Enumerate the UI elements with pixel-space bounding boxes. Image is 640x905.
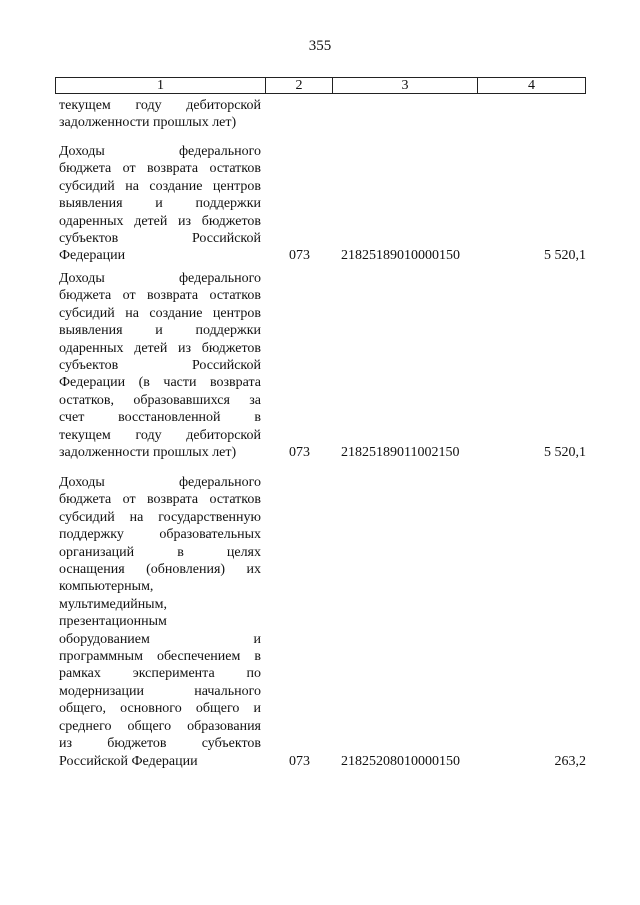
row-description [59, 143, 261, 265]
description-line: рамках эксперимента по [59, 666, 261, 682]
description-line: выявления и поддержки [59, 196, 261, 212]
row-description [59, 97, 261, 132]
description-line: бюджета от возврата остатков [59, 161, 261, 177]
description-line: модернизации начального [59, 683, 261, 699]
description-line: презентационным [59, 614, 167, 630]
description-line: субсидий на государственную [59, 509, 261, 525]
description-line: Российской Федерации [59, 753, 198, 769]
description-line: задолженности прошлых лет) [59, 115, 237, 131]
description-line: поддержку образовательных [59, 527, 261, 543]
header-col-3: 3 [333, 78, 478, 93]
table-header [55, 77, 586, 94]
description-line: задолженности прошлых лет) [59, 445, 237, 461]
description-line: одаренных детей из бюджетов [59, 213, 261, 229]
admin-code: 073 [289, 753, 310, 769]
description-line: Доходы федерального [59, 144, 261, 159]
table-row [59, 474, 586, 770]
description-line: оснащения (обновления) их [59, 562, 261, 578]
description-line: среднего общего образования [59, 718, 261, 734]
description-line: субсидий на создание центров [59, 305, 261, 321]
description-line: компьютерным, [59, 579, 154, 595]
description-line: бюджета от возврата остатков [59, 288, 261, 304]
description-line: субсидий на создание центров [59, 178, 261, 194]
page-number: 355 [308, 38, 332, 54]
amount: 5 520,1 [544, 445, 586, 461]
header-col-1: 1 [56, 78, 266, 93]
description-line: общего, основного общего и [59, 701, 261, 717]
description-line: Доходы федерального [59, 475, 261, 490]
revenue-code: 21825189011002150 [341, 445, 460, 461]
amount: 263,2 [554, 753, 586, 769]
description-line: текущем году дебиторской [59, 98, 261, 113]
admin-code: 073 [289, 248, 310, 264]
description-line: Доходы федерального [59, 271, 261, 286]
description-line: мультимедийным, [59, 596, 167, 612]
header-col-2: 2 [266, 78, 333, 93]
table-row [59, 143, 586, 265]
table-row [59, 97, 586, 132]
description-line: программным обеспечением в [59, 649, 261, 665]
row-description [59, 474, 261, 770]
description-line: выявления и поддержки [59, 323, 261, 339]
description-line: оборудованием и [59, 631, 261, 647]
description-line: из бюджетов субъектов [59, 736, 261, 752]
description-line: субъектов Российской [59, 358, 261, 374]
revenue-code: 21825208010000150 [341, 753, 460, 769]
description-line: организаций в целях [59, 544, 261, 560]
description-line: текущем году дебиторской [59, 427, 261, 443]
description-line: бюджета от возврата остатков [59, 492, 261, 508]
description-line: счет восстановленной в [59, 410, 261, 426]
description-line: Федерации (в части возврата [59, 375, 261, 391]
description-line: субъектов Российской [59, 231, 261, 247]
description-line: Федерации [59, 248, 126, 264]
revenue-code: 21825189010000150 [341, 248, 460, 264]
amount: 5 520,1 [544, 248, 586, 264]
table-row [59, 270, 586, 461]
admin-code: 073 [289, 445, 310, 461]
description-line: остатков, образовавшихся за [59, 392, 261, 408]
header-col-4: 4 [528, 78, 535, 93]
description-line: одаренных детей из бюджетов [59, 340, 261, 356]
row-description [59, 270, 261, 461]
